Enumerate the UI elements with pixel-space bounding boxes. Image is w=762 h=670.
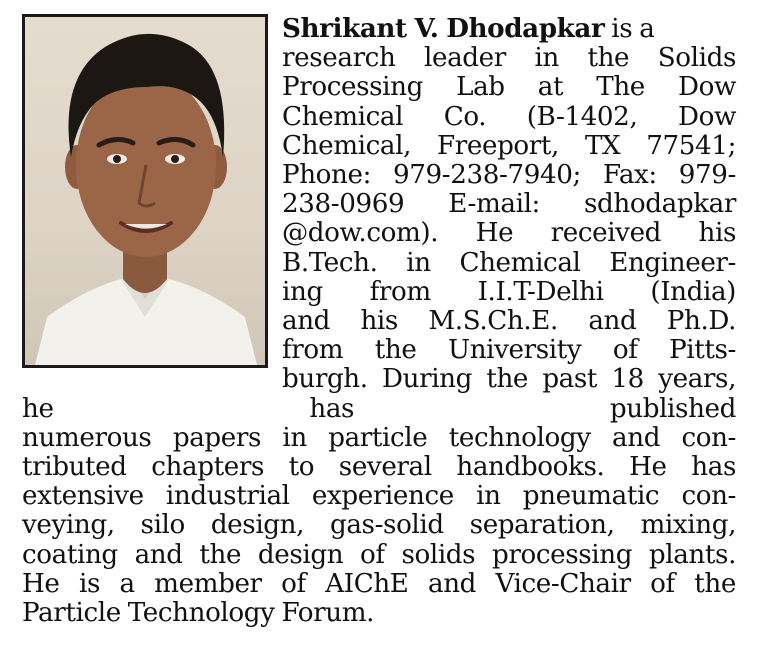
bio-line: He is a member of AIChE and Vice-Chair of the bbox=[22, 568, 736, 599]
portrait-illustration bbox=[25, 17, 265, 365]
bio-line: from the University of Pitts- bbox=[282, 335, 736, 366]
bio-line: Chemical Co. (B-1402, Dow bbox=[282, 101, 736, 132]
bio-line: B.Tech. in Chemical Engineer- bbox=[282, 247, 736, 278]
bio-line: @dow.com). He received his bbox=[282, 218, 736, 249]
bio-line: numerous papers in particle technology and con- bbox=[22, 422, 736, 453]
bio-line: Chemical, Freeport, TX 77541; bbox=[282, 130, 736, 161]
bio-line: tributed chapters to several handbooks. He has bbox=[22, 452, 736, 483]
bio-line: 238-0969 E-mail: sdhodapkar bbox=[282, 189, 736, 220]
bio-line: veying, silo design, gas-solid separation, mixing, bbox=[22, 510, 736, 541]
bio-line: coating and the design of solids processing plants. bbox=[22, 539, 736, 570]
bio-line: is a bbox=[604, 14, 655, 44]
bio-line: and his M.S.Ch.E. and Ph.D. bbox=[282, 306, 736, 337]
bio-line: burgh. During the past 18 years, he has published bbox=[22, 364, 736, 424]
bio-line: Processing Lab at The Dow bbox=[282, 72, 736, 103]
author-name: Shrikant V. Dhodapkar bbox=[282, 13, 605, 44]
bio-line: extensive industrial experience in pneumatic con- bbox=[22, 481, 736, 512]
author-bio bbox=[22, 14, 736, 628]
author-portrait bbox=[22, 14, 268, 368]
bio-line: Particle Technology Forum. bbox=[22, 598, 375, 629]
bio-line: Phone: 979-238-7940; Fax: 979- bbox=[282, 160, 736, 191]
bio-line: research leader in the Solids bbox=[282, 43, 736, 74]
bio-line: ing from I.I.T-Delhi (India) bbox=[282, 276, 736, 307]
